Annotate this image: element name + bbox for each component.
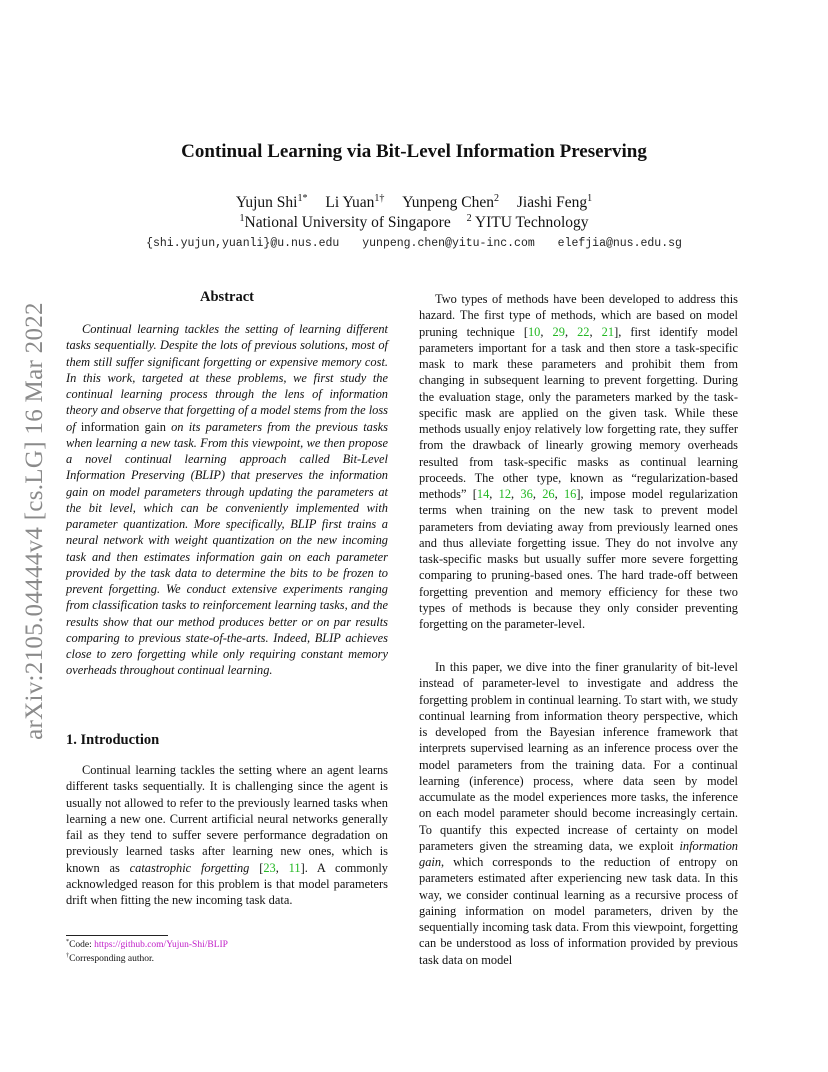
citation-link[interactable]: 10	[527, 324, 541, 339]
paper-title: Continual Learning via Bit-Level Information Preserving	[181, 141, 647, 162]
citation-link[interactable]: 16	[563, 487, 577, 501]
citation-link[interactable]: 23	[263, 860, 276, 875]
citation-link[interactable]: 14	[476, 487, 490, 501]
body-paragraph: Two types of methods have been developed to address this hazard. The first type of methods, which are based on model pruning technique [10, 29, 22, 21], first identify model parameters important for a task and then store a task-specific mask to mark these parameters and prohibit them from changing in subsequent learning to prevent forgetting. During the evaluation stage, only the parameters marked by the task-specific mask are applied on the given task. While these methods usually enjoy relatively low forgetting rate, they suffer from the drawback of linearly growing memory overheads resulted from task-specific masks as continual learning proceeds. The other type, known as “regularization-based methods” [14, 12, 36, 26, 16], impose model regularization terms when training on the new task to prevent model parameters from deviating away from previously learned ones and thus alleviate forgetting issue. They do not involve any task-specific masks but usually suffer more severe forgetting comparing to pruning-based ones. The hard trade-off between forgetting prevention and memory efficiency for these two types of methods is because they only consider preventing forgetting on the parameter-level.	[419, 292, 738, 631]
affiliation: $^2$ YITU Technology	[466, 212, 589, 231]
arxiv-stamp-text: arXiv:2105.04444v4 [cs.LG] 16 Mar 2022	[21, 302, 48, 740]
introduction-heading: 1. Introduction	[66, 732, 160, 748]
email: yunpeng.chen@yitu-inc.com	[362, 237, 535, 250]
citation-link[interactable]: 22	[577, 324, 590, 339]
footnotes	[66, 938, 228, 966]
email: elefjia@nus.edu.sg	[557, 237, 682, 250]
author: Li Yuan$^{1\dagger}$	[325, 192, 385, 211]
footnote-code: *Code: https://github.com/Yujun-Shi/BLIP	[66, 938, 228, 950]
abstract-body: Continual learning tackles the setting of learning different tasks sequentially. Despite the lots of previous solutions, most of them still suffer significant forgetting or expensive memory cost. In this work, targeted at these problems, we first study the continual learning process through the lens of information theory and observe that forgetting of a model stems from the loss of information gain on its parameters from the previous tasks when learning a new task. From this viewpoint, we then propose a novel continual learning approach called Bit-Level Information Preserving (BLIP) that preserves the information gain on model parameters through updating the parameters at the bit level, which can be conveniently implemented with parameter quantization. More specifically, BLIP first trains a neural network with weight quantization on the new incoming task and then estimates information gain on each parameter provided by the task data to determine the bits to be frozen to prevent forgetting. We conduct extensive experiments ranging from classification tasks to reinforcement learning tasks, and the results show that our method produces better or on par results comparing to previous state-of-the-arts. Indeed, BLIP achieves close to zero forgetting while only requiring constant memory overheads throughout continual learning.	[66, 322, 388, 678]
introduction-paragraph: Continual learning tackles the setting where an agent learns different tasks sequentially. It is challenging since the agent is usually not allowed to refer to the previously learned tasks when learning a new one. Current artificial neural networks generally fail as they tend to suffer severe performance degradation on previously learned tasks after learning new ones, which is known as catastrophic forgetting [23, 11]. A commonly acknowledged reason for this problem is that model parameters drift when fitting the new incoming task data.	[66, 763, 389, 907]
email-list	[0, 237, 828, 250]
abstract-heading: Abstract	[200, 289, 254, 305]
affiliation-list	[0, 214, 828, 232]
arxiv-stamp	[20, 282, 50, 760]
author: Jiashi Feng$^1$	[516, 192, 593, 211]
affiliation: $^1$National University of Singapore	[239, 212, 451, 231]
author-list	[0, 194, 828, 212]
email: {shi.yujun,yuanli}@u.nus.edu	[146, 237, 340, 250]
citation-link[interactable]: 36	[520, 487, 533, 501]
author: Yunpeng Chen$^2$	[402, 192, 500, 211]
author: Yujun Shi$^{1*}$	[235, 192, 308, 211]
code-link[interactable]: https://github.com/Yujun-Shi/BLIP	[94, 940, 228, 950]
footnote-corresponding: †Corresponding author.	[66, 952, 155, 964]
footnote-divider	[66, 935, 168, 936]
citation-link[interactable]: 12	[498, 487, 512, 501]
citation-link[interactable]: 26	[542, 487, 555, 501]
citation-link[interactable]: 21	[601, 324, 615, 339]
citation-link[interactable]: 29	[552, 324, 565, 339]
body-paragraph: In this paper, we dive into the finer granularity of bit-level instead of parameter-level to investigate and address the forgetting problem in continual learning. To start with, we study continual learning from information theory perspective, which is developed from the Bayesian inference framework that interprets supervised learning as an inference process over the model parameters from the training data. For a continual learning (inference) process, where data seen by model accumulate as the model experiences more tasks, the inference on each model parameter should become increasingly certain. To quantify this expected increase of certainty on model parameters given the streaming data, we exploit information gain, which corresponds to the reduction of entropy on parameters estimated after experiencing new task data. In this way, we consider continual learning as a recursive process of gaining information on model parameters, driven by the sequentially incoming task data. From this viewpoint, forgetting can be understood as loss of information provided by previous task data on model	[419, 660, 738, 967]
citation-link[interactable]: 11	[288, 860, 301, 875]
